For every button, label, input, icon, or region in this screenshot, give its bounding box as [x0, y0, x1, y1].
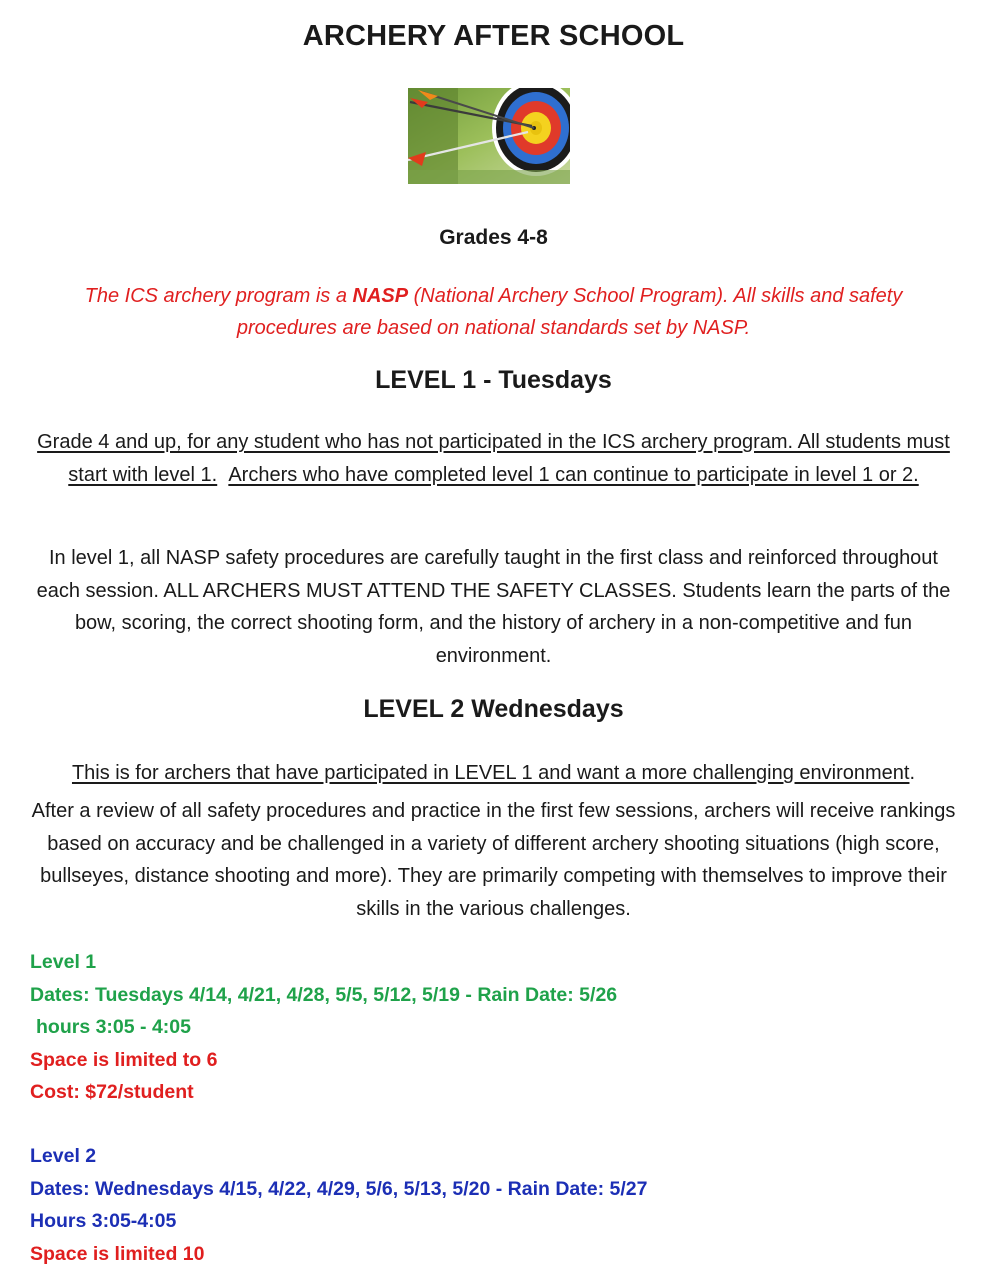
level1-description: In level 1, all NASP safety procedures are carefully taught in the first class and reinforced throughout each session. ALL ARCHERS MUST ATTEND THE SAFETY CLASSES. Students learn the parts of the bow, scoring, the correct shooting form, and the history of archery in a non-competitive and fun environment. [30, 542, 957, 672]
level2-schedule-label: Level 2 [30, 1140, 957, 1173]
level1-heading: LEVEL 1 - Tuesdays [0, 366, 987, 395]
level2-eligibility-text: This is for archers that have participated in LEVEL 1 and want a more challenging environment [72, 762, 910, 784]
archery-target-image [408, 88, 570, 184]
level1-eligibility-a: Grade 4 and up, for any student who has not participated in the ICS archery program. All students must start with level 1. [37, 431, 950, 486]
grades-heading: Grades 4-8 [0, 226, 987, 250]
level2-schedule-dates: Dates: Wednesdays 4/15, 4/22, 4/29, 5/6, 5/13, 5/20 - Rain Date: 5/27 [30, 1173, 957, 1206]
level2-heading: LEVEL 2 Wednesdays [0, 695, 987, 724]
intro-nasp-bold: NASP [353, 285, 409, 307]
level1-eligibility [30, 426, 957, 491]
intro-text-end: (National Archery School Program). All skills and safety procedures are based on national standards set by NASP. [237, 285, 903, 339]
intro-text-start: The ICS archery program is a [85, 285, 353, 307]
level2-schedule [30, 1140, 957, 1270]
level1-eligibility-b: Archers who have completed level 1 can continue to participate in level 1 or 2. [228, 464, 918, 486]
program-intro [40, 280, 947, 344]
level1-schedule-cost: Cost: $72/student [30, 1076, 957, 1109]
page-title: ARCHERY AFTER SCHOOL [0, 20, 987, 53]
level2-schedule-hours: Hours 3:05-4:05 [30, 1205, 957, 1238]
level2-eligibility-period: . [909, 762, 915, 784]
level1-schedule-label: Level 1 [30, 946, 957, 979]
level1-schedule-hours: hours 3:05 - 4:05 [30, 1011, 957, 1044]
level2-eligibility [30, 757, 957, 790]
level2-description: After a review of all safety procedures and practice in the first few sessions, archers will receive rankings based on accuracy and be challenged in a variety of different archery shooting situations (high score, bullseyes, distance shooting and more). They are primarily competing with themselves to improve their skills in the various challenges. [30, 795, 957, 925]
archery-target-icon [408, 88, 570, 184]
level1-schedule [30, 946, 957, 1109]
level1-schedule-space: Space is limited to 6 [30, 1044, 957, 1077]
level1-schedule-dates: Dates: Tuesdays 4/14, 4/21, 4/28, 5/5, 5/12, 5/19 - Rain Date: 5/26 [30, 979, 957, 1012]
level2-schedule-space: Space is limited 10 [30, 1238, 957, 1270]
